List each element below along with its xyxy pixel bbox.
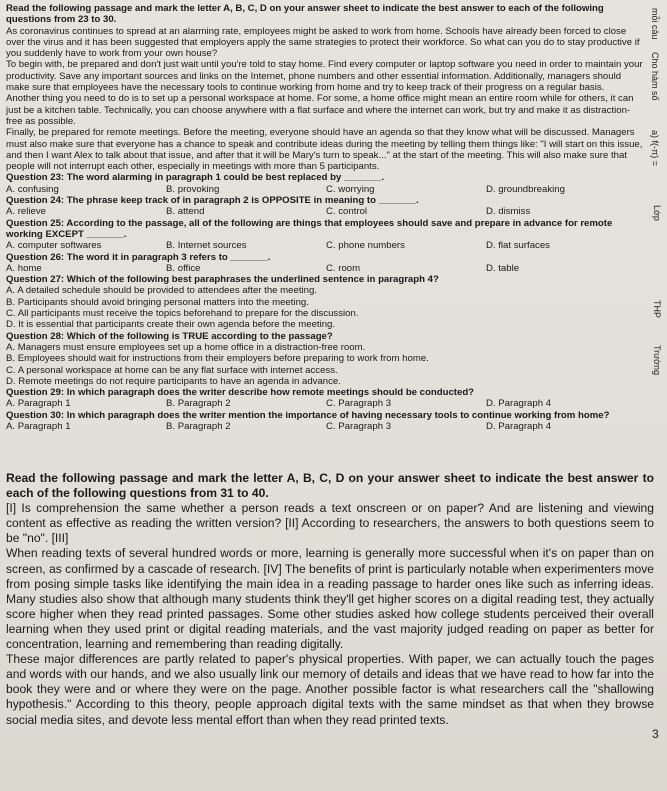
option-b[interactable]: B. attend [166, 206, 205, 218]
option-a[interactable]: A. Paragraph 1 [6, 398, 71, 410]
margin-fragment: mỗi câu [650, 8, 660, 40]
question-23 [6, 172, 646, 195]
part2-paragraph-3: These major differences are partly related to paper's physical properties. With paper, we can actually touch the pages and words with our hands, and we also usually link our memory of details and ideas that we have read to how far into the book they were and or where they were on the page. Another possible factor is what researchers call the "shallowing hypothesis." According to this theory, people approach digital texts with the same mindset as that when they browse social media sites, and devote less mental effort than when they read printed texts. [6, 652, 654, 727]
option-b[interactable]: B. provoking [166, 183, 220, 195]
option-c[interactable]: C. room [326, 262, 361, 274]
question-stem: Question 30: In which paragraph does the writer mention the importance of having necessary tools to continue working from home? [6, 409, 610, 421]
option-d[interactable]: D. Paragraph 4 [486, 420, 552, 432]
option-d[interactable]: D. Paragraph 4 [486, 398, 552, 410]
option-d[interactable]: D. flat surfaces [486, 240, 550, 252]
option-a[interactable]: A. confusing [6, 183, 59, 195]
part2-instruction: Read the following passage and mark the letter A, B, C, D on your answer sheet to indicate the best answer to each of the following questions from 31 to 40. [6, 471, 654, 501]
question-30 [6, 410, 646, 433]
margin-bleed-through [638, 0, 667, 400]
question-stem: Question 25: According to the passage, all of the following are things that employees should save and prepare in advance for remote working EXCEPT _______. [6, 217, 613, 240]
option-c[interactable]: C. Paragraph 3 [326, 398, 392, 410]
option-b[interactable]: B. Employees should wait for instructions from their employers before preparing to work from home. [6, 353, 429, 365]
part1-paragraph-3: Another thing you need to do is to set up a personal workspace at home. For some, a home office might mean an entire room while for others, it can just be a kitchen table. Technically, you can choose anywhere with a flat surface and where the internet can work, but try and make it as distraction-free as possible. [6, 93, 634, 127]
option-c[interactable]: C. A personal workspace at home can be any flat surface with internet access. [6, 364, 338, 376]
margin-fragment: a) f(-π) = [650, 130, 660, 166]
part2-paragraph-1: [I] Is comprehension the same whether a person reads a text onscreen or on paper? And are listening and viewing content as effective as reading the written version? [II] According to researchers, the answers to both questions seem to be "no". [III] [6, 501, 654, 546]
question-stem: Question 24: The phrase keep track of in paragraph 2 is OPPOSITE in meaning to _______. [6, 195, 419, 207]
option-d[interactable]: D. It is essential that participants create their own agenda before the meeting. [6, 319, 336, 331]
option-c[interactable]: C. worrying [326, 183, 375, 195]
question-26 [6, 252, 646, 275]
option-a[interactable]: A. relieve [6, 206, 46, 218]
margin-fragment: Trường [652, 345, 662, 376]
option-c[interactable]: C. control [326, 206, 368, 218]
part1-paragraph-4: Finally, be prepared for remote meetings. Before the meeting, everyone should have an agenda so that they know what will be discussed. Managers must also make sure that everyone has a chance to speak and contribute ideas during the meeting by telling them things like: "I will start on this issue, and then I want Alex to talk about that issue, and after that it will be Mary's turn to speak..." at the start of the meeting. This will also make sure that people will not interrupt each other, especially in meetings with more than 5 participants. [6, 127, 643, 173]
question-stem: Question 28: Which of the following is TRUE according to the passage? [6, 330, 333, 342]
question-stem: Question 23: The word alarming in paragraph 1 could be best replaced by _______. [6, 172, 385, 184]
part1-paragraph-1: As coronavirus continues to spread at an alarming rate, employees might be asked to work from home. Schools have already been forced to close over the virus and it has been suggested that employers apply the same strategies to protect their workforce. So what can you do to stay productive if you suddenly have to work from your own house? [6, 25, 640, 60]
reading-part-1 [6, 3, 646, 432]
part1-instruction: Read the following passage and mark the letter A, B, C, D on your answer sheet to indicate the best answer to each of the following questions from 23 to 30. [6, 3, 604, 26]
option-c[interactable]: C. phone numbers [326, 240, 405, 252]
option-a[interactable]: A. Managers must ensure employees set up a home office in a distraction-free room. [6, 341, 366, 353]
option-c[interactable]: C. Paragraph 3 [326, 420, 392, 432]
option-b[interactable]: B. Paragraph 2 [166, 398, 231, 410]
margin-fragment: Cho hàm số [650, 52, 660, 101]
option-b[interactable]: B. Participants should avoid bringing personal matters into the meeting. [6, 296, 309, 308]
question-stem: Question 27: Which of the following best paraphrases the underlined sentence in paragraph 4? [6, 274, 439, 286]
question-24 [6, 195, 646, 218]
option-b[interactable]: B. Paragraph 2 [166, 420, 231, 432]
reading-part-2 [6, 471, 654, 728]
part2-paragraph-2: When reading texts of several hundred words or more, learning is generally more successful when it's on paper than on screen, as confirmed by a cascade of research. [IV] The benefits of print is particularly notable when experimenters move from posing simple tasks like identifying the main idea in a reading passage to harder ones like such as inferring ideas. Many studies also show that although many students think they'll get higher scores on a digital reading test, they actually score higher when they read printed passages. Some other studies asked how college students perceived their overall learning when they used print or digital reading materials, and the vast majority judged reading on paper as better for concentration, learning and remembering than reading digitally. [6, 546, 654, 652]
question-stem: Question 29: In which paragraph does the writer describe how remote meetings should be conducted? [6, 387, 475, 399]
question-25 [6, 218, 646, 252]
option-a[interactable]: A. computer softwares [6, 240, 102, 252]
page-number: 3 [652, 727, 659, 741]
question-27 [6, 274, 646, 330]
margin-fragment: THP [652, 300, 662, 318]
option-d[interactable]: D. table [486, 262, 520, 274]
option-a[interactable]: A. A detailed schedule should be provided to attendees after the meeting. [6, 285, 317, 297]
question-28 [6, 331, 646, 387]
option-d[interactable]: D. Remote meetings do not require participants to have an agenda in advance. [6, 375, 341, 387]
margin-fragment: Lớp [652, 205, 662, 221]
option-d[interactable]: D. dismiss [486, 206, 531, 218]
question-29 [6, 387, 646, 410]
question-stem: Question 26: The word it in paragraph 3 refers to _______. [6, 251, 271, 263]
option-d[interactable]: D. groundbreaking [486, 183, 565, 195]
option-b[interactable]: B. office [166, 262, 201, 274]
option-a[interactable]: A. Paragraph 1 [6, 420, 71, 432]
option-c[interactable]: C. All participants must receive the topics beforehand to prepare for the discussion. [6, 308, 359, 320]
option-b[interactable]: B. Internet sources [166, 240, 247, 252]
option-a[interactable]: A. home [6, 262, 42, 274]
part1-paragraph-2: To begin with, be prepared and don't just wait until you're told to stay home. Find every computer or laptop software you need in order to maintain your productivity. Save any important sources and links on the Internet, phone numbers and other essential information. Additionally, managers should make sure that employees have the necessary tools to continue working from home and try to keep track of their progress on a regular basis. [6, 59, 643, 94]
